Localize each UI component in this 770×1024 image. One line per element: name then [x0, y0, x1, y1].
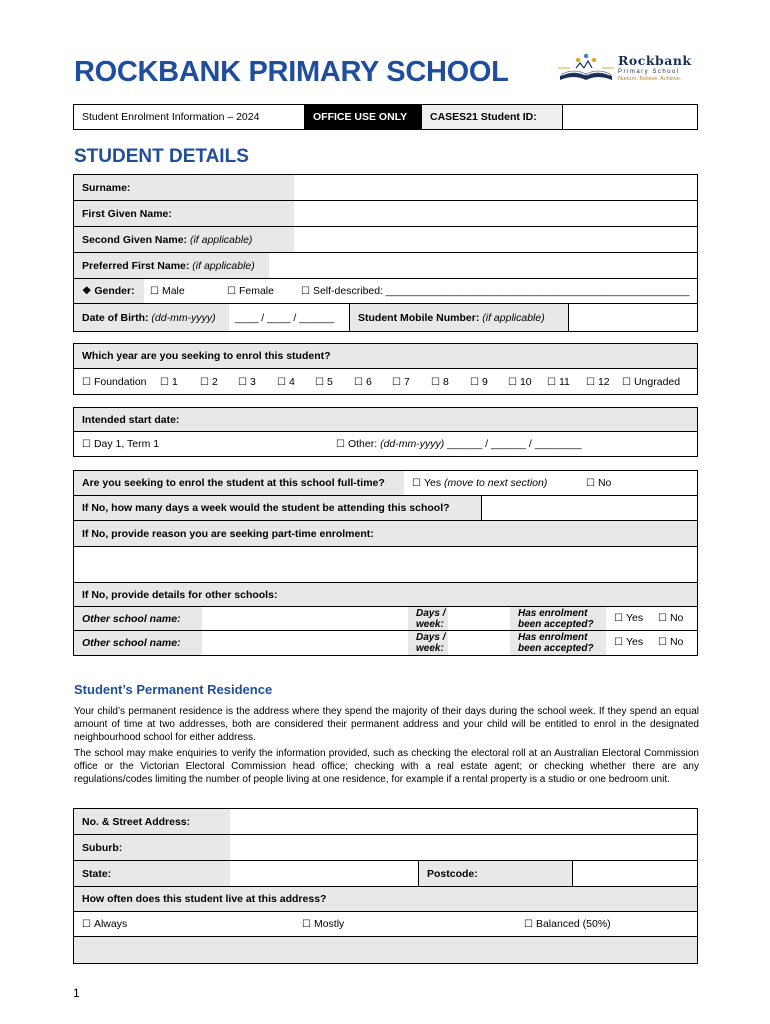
days-week-input[interactable]	[448, 631, 510, 655]
checkbox-icon: ☐	[301, 286, 310, 297]
year-option-text: 12	[597, 375, 610, 388]
checkbox-icon: ☐	[508, 376, 517, 388]
other-schools-label: If No, provide details for other schools:	[74, 583, 697, 607]
accepted-label: Has enrolment been accepted?	[510, 631, 606, 655]
gender-label: ❖ Gender:	[74, 279, 144, 303]
checkbox-icon: ☐	[336, 439, 345, 450]
year-option-text: 9	[481, 375, 488, 388]
student-details-heading: STUDENT DETAILS	[74, 146, 249, 167]
year-option[interactable]	[431, 376, 449, 388]
checkbox-icon: ☐	[524, 919, 533, 930]
days-input[interactable]	[481, 496, 697, 520]
checkbox-icon: ☐	[586, 376, 595, 388]
first-name-input[interactable]	[294, 201, 697, 226]
year-option-text: 3	[249, 375, 256, 388]
second-name-text: Second Given Name:	[82, 233, 188, 246]
mostly-option[interactable]	[302, 918, 344, 930]
year-option[interactable]	[622, 376, 680, 388]
cases21-label: CASES21 Student ID:	[422, 105, 563, 129]
checkbox-icon: ☐	[354, 376, 363, 388]
school-logo	[556, 50, 700, 86]
mobile-label	[349, 304, 568, 331]
days-week-label: Days / week:	[408, 607, 448, 630]
always-option[interactable]	[82, 918, 127, 930]
other-school-name-label: Other school name:	[74, 607, 202, 630]
checkbox-icon: ☐	[392, 376, 401, 388]
year-option-text: 1	[171, 375, 178, 388]
year-option[interactable]	[508, 376, 532, 388]
other-date-text: Other:	[347, 438, 378, 450]
other-school-name-input[interactable]	[202, 631, 408, 655]
checkbox-icon: ☐	[200, 376, 209, 388]
other-date-option[interactable]	[336, 438, 581, 450]
checkbox-icon: ☐	[412, 478, 421, 489]
gender-self-option[interactable]	[301, 285, 690, 297]
other-school-name-input[interactable]	[202, 607, 408, 630]
year-option[interactable]	[238, 376, 256, 388]
days-week-label: Days / week:	[408, 631, 448, 655]
year-option[interactable]	[470, 376, 488, 388]
year-option-text: 7	[403, 375, 410, 388]
preferred-name-text: Preferred First Name:	[82, 259, 190, 272]
checkbox-icon: ☐	[150, 286, 159, 297]
checkbox-icon: ☐	[622, 376, 631, 388]
accepted-yes-text: Yes	[625, 636, 644, 648]
street-input[interactable]	[230, 809, 697, 834]
other-school-row	[74, 631, 697, 655]
year-level-table	[73, 343, 698, 395]
start-date-table	[73, 407, 698, 457]
suburb-input[interactable]	[230, 835, 697, 860]
state-label: State:	[74, 861, 230, 886]
year-option-text: Foundation	[93, 375, 147, 388]
balanced-text: Balanced (50%)	[535, 918, 611, 930]
mostly-text: Mostly	[313, 918, 345, 930]
accepted-label: Has enrolment been accepted?	[510, 607, 606, 630]
year-option-text: 11	[558, 375, 570, 388]
reason-input[interactable]	[74, 547, 697, 583]
dob-text: Date of Birth:	[82, 311, 149, 324]
checkbox-icon: ☐	[614, 613, 623, 624]
preferred-name-input[interactable]	[269, 253, 697, 278]
start-date-label: Intended start date:	[74, 408, 697, 432]
second-name-input[interactable]	[294, 227, 697, 252]
office-use-label: OFFICE USE ONLY	[305, 105, 422, 129]
checkbox-icon: ☐	[302, 919, 311, 930]
other-school-name-label: Other school name:	[74, 631, 202, 655]
balanced-option[interactable]	[524, 918, 611, 930]
street-label: No. & Street Address:	[74, 809, 230, 834]
full-time-yes-text: Yes	[423, 477, 442, 489]
checkbox-icon: ☐	[547, 376, 556, 388]
accepted-no-option[interactable]	[658, 612, 683, 624]
year-option-text: Ungraded	[633, 375, 681, 388]
year-option-text: 8	[442, 375, 449, 388]
year-option-text: 10	[519, 375, 532, 388]
checkbox-icon: ☐	[82, 919, 91, 930]
year-level-options	[74, 369, 697, 394]
surname-label: Surname:	[74, 175, 294, 200]
full-time-table	[73, 470, 698, 656]
accepted-yes-text: Yes	[625, 612, 644, 624]
surname-input[interactable]	[294, 175, 697, 200]
always-text: Always	[93, 918, 128, 930]
mobile-text: Student Mobile Number:	[358, 311, 480, 324]
year-option[interactable]	[547, 376, 570, 388]
checkbox-icon: ☐	[277, 376, 286, 388]
checkbox-icon: ☐	[315, 376, 324, 388]
checkbox-icon: ☐	[160, 376, 169, 388]
year-level-question: Which year are you seeking to enrol this student?	[74, 344, 697, 369]
year-option[interactable]	[160, 376, 178, 388]
first-name-label: First Given Name:	[74, 201, 294, 226]
postcode-input[interactable]	[572, 861, 697, 886]
year-option[interactable]	[586, 376, 610, 388]
days-question: If No, how many days a week would the student be attending this school?	[74, 496, 481, 520]
full-time-no-option[interactable]	[586, 477, 611, 489]
checkbox-icon: ☐	[586, 478, 595, 489]
logo-tagline: Nurture. Believe. Achieve.	[618, 76, 682, 82]
cases21-input[interactable]	[563, 105, 697, 129]
year-option-text: 2	[211, 375, 218, 388]
checkbox-icon: ☐	[82, 376, 91, 388]
gender-female-text: Female	[238, 285, 274, 297]
second-name-label	[74, 227, 294, 252]
mobile-input[interactable]	[568, 304, 697, 331]
dob-format: (dd-mm-yyyy)	[151, 311, 216, 324]
how-often-question: How often does this student live at this address?	[74, 887, 697, 912]
postcode-label: Postcode:	[418, 861, 572, 886]
book-logo-icon	[556, 50, 616, 84]
checkbox-icon: ☐	[658, 637, 667, 648]
year-option[interactable]	[82, 376, 147, 388]
enrolment-year-label: Student Enrolment Information – 2024	[74, 105, 305, 129]
gender-self-text: Self-described: ____________________________________________________	[312, 285, 690, 297]
accepted-yes-option[interactable]	[614, 636, 643, 648]
checkbox-icon: ☐	[470, 376, 479, 388]
full-time-yes-note: (move to next section)	[444, 477, 548, 489]
dob-input[interactable]: ____ / ____ / ______	[235, 311, 335, 324]
full-time-yes-option[interactable]	[412, 477, 547, 489]
residence-heading: Student’s Permanent Residence	[74, 682, 273, 697]
gender-female-option[interactable]	[227, 285, 274, 297]
year-option-text: 5	[326, 375, 333, 388]
preferred-name-label	[74, 253, 269, 278]
residence-paragraph-2: The school may make enquiries to verify the information provided, such as checking the electoral roll at an Australian Electoral Commission office or the Victorian Electoral Commission head office; checking with a real estate agent; or checking whether there are any regulations/codes limiting the number of people living at one residence, for example if a rental property is a studio or one bedroom unit.	[74, 748, 699, 785]
school-title: ROCKBANK PRIMARY SCHOOL	[74, 56, 509, 88]
residence-extra-row	[74, 937, 697, 963]
logo-subtitle: Primary School	[618, 69, 680, 75]
logo-name: Rockbank	[618, 53, 692, 68]
second-name-note: (if applicable)	[189, 233, 253, 246]
year-option[interactable]	[392, 376, 410, 388]
year-option[interactable]	[277, 376, 295, 388]
year-option[interactable]	[200, 376, 218, 388]
page-number: 1	[73, 986, 80, 1000]
full-time-no-text: No	[597, 477, 612, 489]
other-school-row	[74, 607, 697, 631]
state-input[interactable]	[230, 861, 418, 886]
residence-paragraph-1: Your child’s permanent residence is the address where they spend the majority of their days during the school week. If they spend an equal amount of time at two addresses, both are considered their permanent address and your child will be entitled to enrol in the designated neighbourhood school for either address.	[74, 706, 699, 743]
preferred-name-note: (if applicable)	[192, 259, 255, 272]
reason-question: If No, provide reason you are seeking part-time enrolment:	[74, 521, 697, 547]
checkbox-icon: ☐	[82, 439, 91, 450]
checkbox-icon: ☐	[614, 637, 623, 648]
student-details-table	[73, 174, 698, 332]
accepted-yes-option[interactable]	[614, 612, 643, 624]
year-option-text: 6	[365, 375, 372, 388]
checkbox-icon: ☐	[431, 376, 440, 388]
accepted-no-option[interactable]	[658, 636, 683, 648]
accepted-no-text: No	[669, 636, 684, 648]
mobile-note: (if applicable)	[482, 311, 545, 324]
year-option-text: 4	[288, 375, 295, 388]
other-date-format: (dd-mm-yyyy)	[380, 438, 445, 450]
gender-male-option[interactable]	[150, 285, 185, 297]
year-option[interactable]	[315, 376, 333, 388]
suburb-label: Suburb:	[74, 835, 230, 860]
checkbox-icon: ☐	[658, 613, 667, 624]
days-week-input[interactable]	[448, 607, 510, 630]
other-date-blank: ______ / ______ / ________	[447, 438, 582, 450]
accepted-no-text: No	[669, 612, 684, 624]
enrolment-info-bar	[73, 104, 698, 130]
address-table	[73, 808, 698, 964]
day1-option[interactable]	[82, 438, 159, 450]
year-option[interactable]	[354, 376, 372, 388]
checkbox-icon: ☐	[227, 286, 236, 297]
checkbox-icon: ☐	[238, 376, 247, 388]
gender-male-text: Male	[161, 285, 185, 297]
full-time-question: Are you seeking to enrol the student at this school full-time?	[74, 471, 404, 495]
day1-text: Day 1, Term 1	[93, 438, 160, 450]
dob-label	[74, 304, 229, 331]
